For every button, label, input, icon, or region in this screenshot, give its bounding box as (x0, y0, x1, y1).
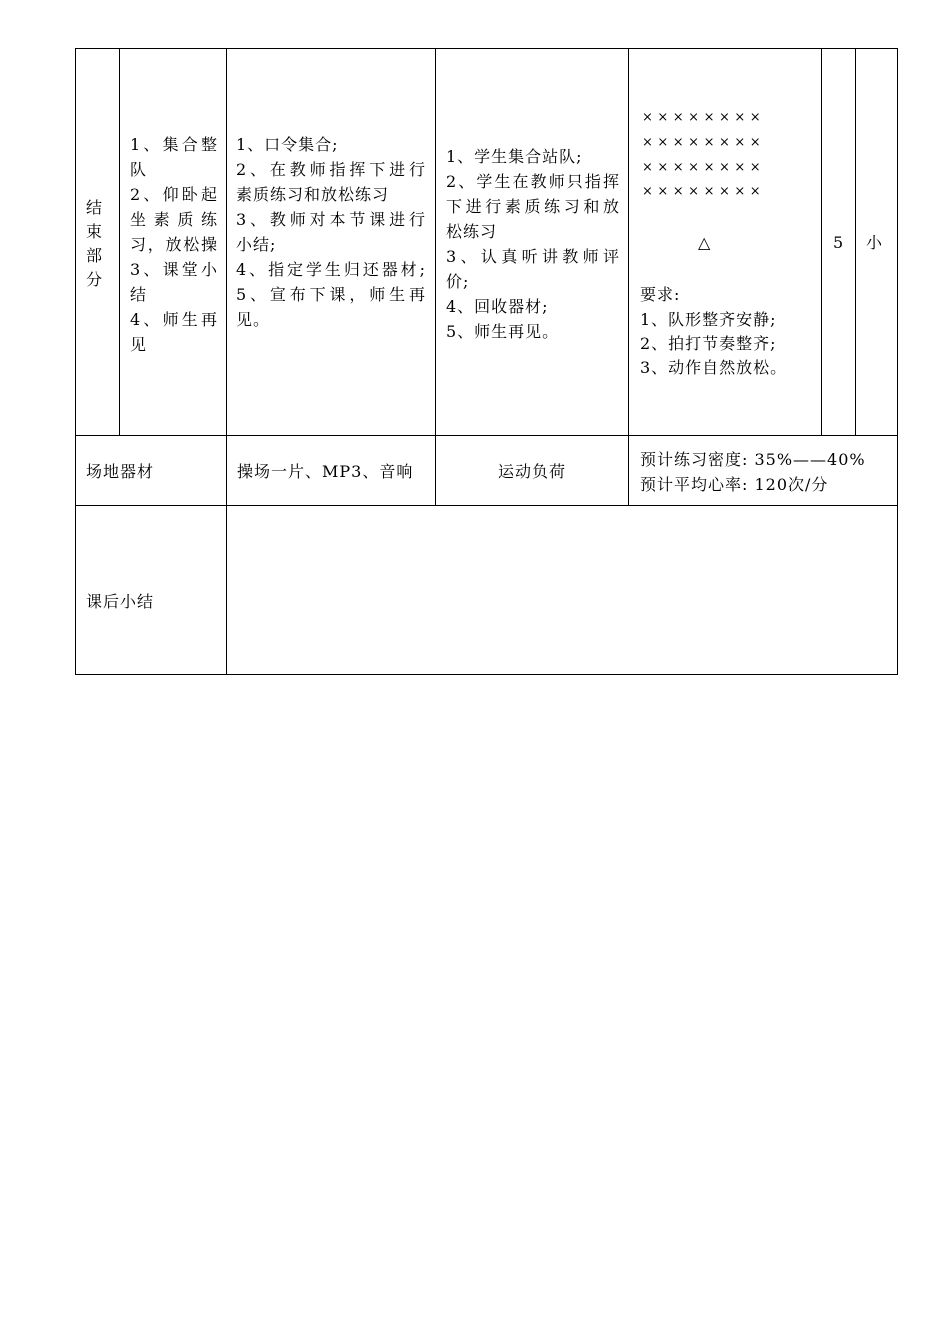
teacher-line: 4、指定学生归还器材; (236, 260, 426, 279)
summary-label: 课后小结 (86, 592, 155, 611)
content-line: 队 (130, 160, 148, 179)
content-line: 结 (130, 285, 148, 304)
formation-row: ×××××××× (642, 160, 766, 175)
intensity-value: 小 (866, 233, 884, 252)
teacher-line: 2、在教师指挥下进行 (236, 160, 426, 179)
teacher-position-marker: △ (698, 233, 712, 252)
content-line: 2、仰卧起 (130, 185, 218, 204)
equipment-value: 操场一片、MP3、音响 (237, 462, 414, 481)
student-line: 4、回收器材; (446, 297, 549, 316)
practice-density: 预计练习密度: 35%——40% (640, 450, 866, 469)
summary-value[interactable] (240, 520, 880, 660)
student-line: 3、认真听讲教师评 (446, 247, 620, 266)
col-divider-section (119, 48, 120, 435)
requirements-title: 要求: (640, 285, 681, 304)
content-cell (130, 132, 218, 357)
teacher-line: 3、教师对本节课进行 (236, 210, 426, 229)
col-divider-teacher (435, 48, 436, 505)
col-divider-content (226, 48, 227, 675)
formation-row: ×××××××× (642, 135, 766, 150)
col-divider-student (628, 48, 629, 505)
content-line: 4、师生再 (130, 310, 218, 329)
content-line: 3、课堂小 (130, 260, 218, 279)
student-line: 下进行素质练习和放 (446, 197, 620, 216)
student-line: 价; (446, 272, 470, 291)
table-border-left (75, 48, 76, 675)
col-divider-formation (821, 48, 822, 435)
equipment-label: 场地器材 (86, 462, 155, 481)
formation-row: ×××××××× (642, 110, 766, 125)
table-divider-row1 (75, 435, 898, 436)
col-divider-time (855, 48, 856, 435)
teacher-activity-cell (236, 132, 426, 332)
time-value: 5 (833, 233, 845, 252)
student-line: 松练习 (446, 222, 498, 241)
load-label: 运动负荷 (497, 462, 566, 481)
formation-row: ×××××××× (642, 184, 766, 199)
table-border-right (897, 48, 898, 675)
teacher-line: 素质练习和放松练习 (236, 185, 390, 204)
student-line: 2、学生在教师只指挥 (446, 172, 620, 191)
teacher-line: 见。 (236, 310, 271, 329)
requirement-item: 2、拍打节奏整齐; (640, 334, 777, 353)
requirement-item: 1、队形整齐安静; (640, 310, 777, 329)
table-border-bottom (75, 674, 898, 675)
teacher-line: 1、口令集合; (236, 135, 339, 154)
section-label: 结束部分 (85, 198, 102, 289)
average-heart-rate: 预计平均心率: 120次/分 (640, 475, 829, 494)
student-line: 1、学生集合站队; (446, 147, 583, 166)
table-divider-row2 (75, 505, 898, 506)
requirement-item: 3、动作自然放松。 (640, 358, 788, 377)
teacher-line: 5、宣布下课，师生再 (236, 285, 426, 304)
content-line: 坐素质练 (130, 210, 218, 229)
content-line: 1、集合整 (130, 135, 218, 154)
content-line: 习，放松操 (130, 235, 218, 254)
teacher-line: 小结; (236, 235, 277, 254)
content-line: 见 (130, 335, 148, 354)
student-line: 5、师生再见。 (446, 322, 560, 341)
student-activity-cell (446, 144, 620, 344)
table-border-top (75, 48, 898, 49)
